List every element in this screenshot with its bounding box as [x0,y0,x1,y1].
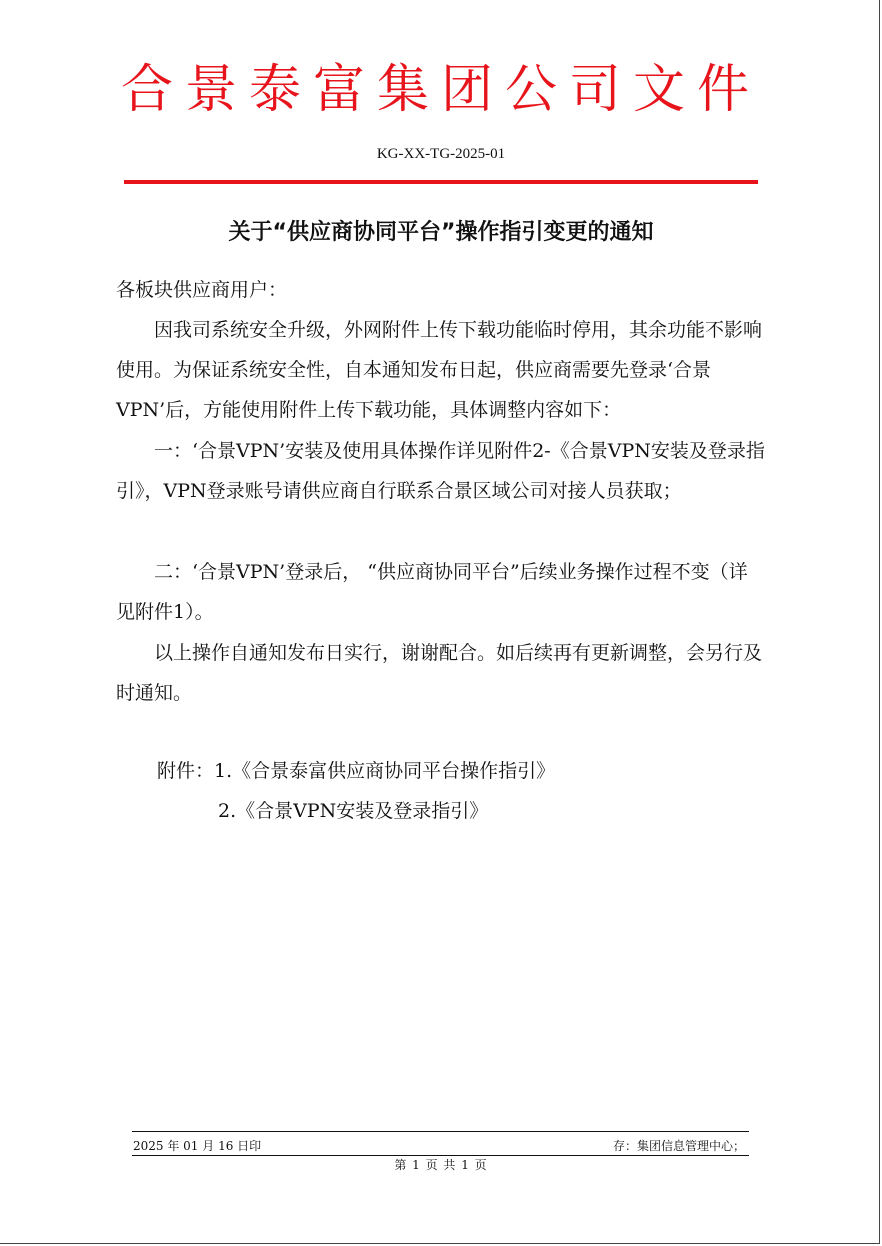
page-number: 第 1 页 共 1 页 [394,1158,488,1172]
salutation: 各板块供应商用户： [116,279,288,301]
attachment-line-1 [157,751,555,791]
footer-rule-top [132,1131,749,1132]
attachments-list [157,751,555,831]
attachment-item-2: 2.《合景VPN安装及登录指引》 [218,800,489,822]
footer-archive: 存：集团信息管理中心； [612,1139,745,1153]
paragraph-item-two: 二：‘合景VPN’登录后， “供应商协同平台”后续业务操作过程不变（详见附件1）。 [116,561,748,623]
org-document-header: 合景泰富集团公司文件 [120,60,761,120]
attachment-item-1: 1.《合景泰富供应商协同平台操作指引》 [214,760,556,782]
paragraph-intro: 因我司系统安全升级，外网附件上传下载功能临时停用，其余功能不影响使用。为保证系统安全性，自本通知发布日起，供应商需要先登录‘合景VPN’后，方能使用附件上传下载功能，具体调整内容如下： [116,319,763,421]
notice-title: 关于“供应商协同平台”操作指引变更的通知 [228,220,654,245]
header-red-rule [124,180,758,184]
paragraph-item-one: 一：‘合景VPN’安装及使用具体操作详见附件2-《合景VPN安装及登录指引》，VPN登录账号请供应商自行联系合景区域公司对接人员获取； [116,440,765,502]
footer-print-date: 2025 年 01 月 16 日印 [133,1139,262,1153]
document-number: KG-XX-TG-2025-01 [376,146,506,162]
paragraph-closing: 以上操作自通知发布日实行，谢谢配合。如后续再有更新调整，会另行及时通知。 [116,642,763,704]
attachments-label: 附件： [157,760,215,782]
attachment-line-2 [157,791,555,831]
